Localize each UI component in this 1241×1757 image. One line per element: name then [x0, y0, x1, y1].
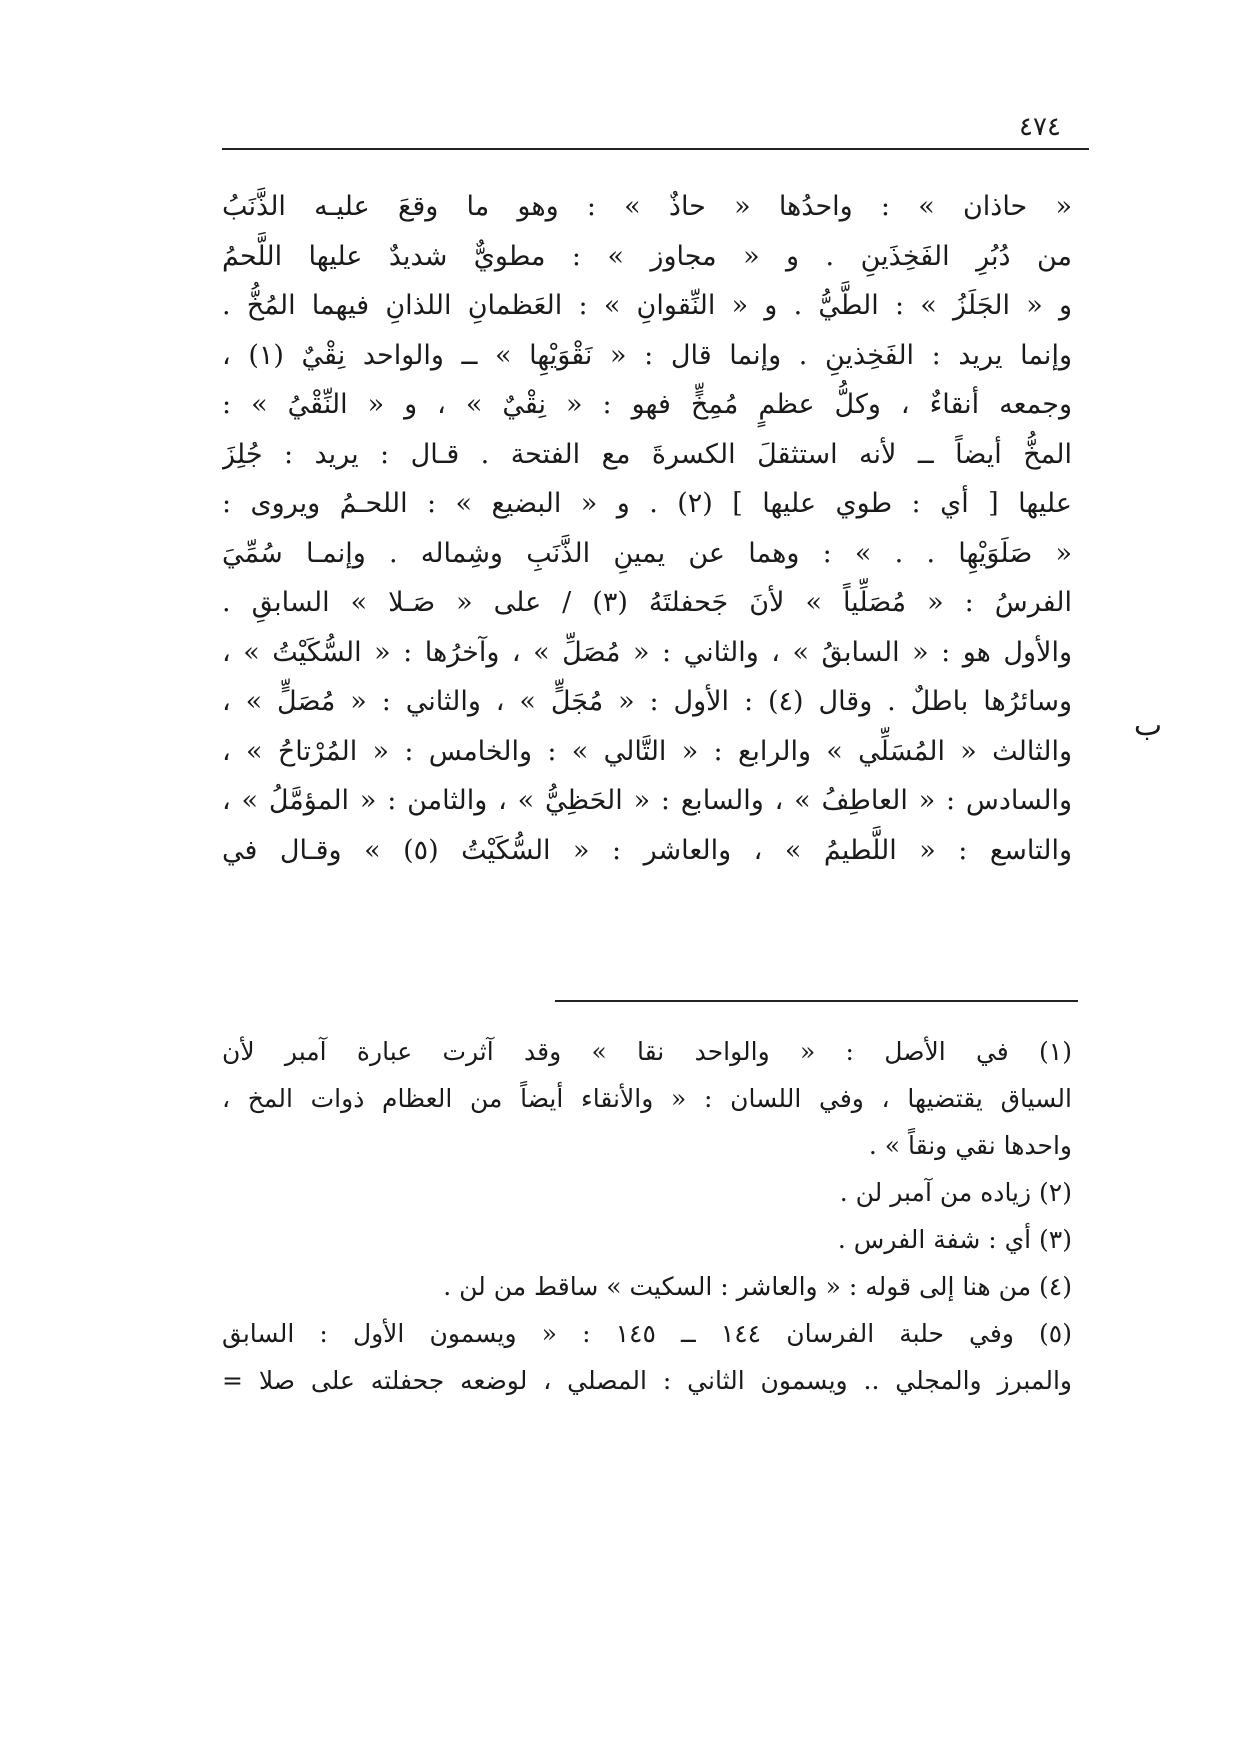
- margin-folio-mark: ب: [1133, 708, 1163, 743]
- main-line: والأول هو : « السابقُ » ، والثاني : « مُصَلِّ » ، وآخرُها : « السُّكَيْتُ » ،: [222, 636, 1072, 668]
- main-text: [222, 182, 1072, 875]
- main-line: و « الجَلَزُ » : الطَّيُّ . و « النِّقوانِ » : العَظمانِ اللذانِ فيهما المُخُّ .: [222, 290, 1072, 321]
- footnote-line: والمبرز والمجلي .. ويسمون الثاني : المصلي ، لوضعه جحفلته على صلا =: [222, 1366, 1072, 1395]
- footnote-line: (١) في الأصل : « والواحد نقا » وقد آثرت عبارة آمبر لأن: [222, 1037, 1072, 1066]
- page-number: ٤٧٤: [1019, 112, 1061, 142]
- main-line: والثالث « المُسَلِّي » والرابع : « التَّالي » : والخامس : « المُرْتاحُ » ،: [222, 735, 1072, 767]
- main-line: « حاذان » : واحدُها « حاذٌ » : وهو ما وقعَ عليـه الذَّنَبُ: [222, 191, 1072, 222]
- main-line: وإنما يريد : الفَخِذينِ . وإنما قال : « نَقْوَيْهِا » ــ والواحد نِقْيٌ (١) ،: [222, 339, 1072, 371]
- footnote-line: (٢) زياده من آمبر لن .: [839, 1178, 1072, 1207]
- main-line: والسادس : « العاطِفُ » ، والسابع : « الحَظِيُّ » ، والثامن : « المؤمَّلُ » ،: [222, 785, 1072, 816]
- footnote-line: السياق يقتضيها ، وفي اللسان : « والأنقاء أيضاً من العظام ذوات المخ ،: [222, 1084, 1072, 1113]
- main-line: عليها [ أي : طوي عليها ] (٢) . و « البضيع » : اللحـمُ ويروى :: [222, 488, 1072, 519]
- footnote-rule: [555, 1000, 1078, 1002]
- footnote-line: واحدها نقي ونقاً » .: [868, 1131, 1072, 1160]
- footnote-line: (٥) وفي حلبة الفرسان ١٤٤ ــ ١٤٥ : « ويسمون الأول : السابق: [222, 1319, 1072, 1348]
- main-line: « صَلَوَيْهِا . . » : وهما عن يمينِ الذَّنَبِ وشِماله . وإنمـا سُمِّيَ: [222, 537, 1072, 569]
- main-line: والتاسع : « اللَّطيمُ » ، والعاشر : « السُّكَيْتُ (٥) » وقـال في: [222, 834, 1072, 866]
- main-line: وجمعه أنقاءٌ ، وكلُّ عظمٍ مُمِخٍّ فهو : « نِقْيٌ » ، و « النِّقْيُ » :: [222, 389, 1072, 420]
- footnotes: [222, 1028, 1072, 1404]
- footnote-line: (٤) من هنا إلى قوله : « والعاشر : السكيت » ساقط من لن .: [443, 1272, 1072, 1301]
- main-line: المخُّ أيضاً ــ لأنه استثقلَ الكسرةَ مع الفتحة . قـال : يريد : جُلِزَ: [222, 438, 1072, 470]
- header-rule: [222, 148, 1089, 150]
- main-line: وسائرُها باطلٌ . وقال (٤) : الأول : « مُجَلٍّ » ، والثاني : « مُصَلٍّ » ،: [222, 686, 1072, 717]
- main-line: من دُبُرِ الفَخِذَينِ . و « مجاوز » : مطويٌّ شديدٌ عليها اللَّحمُ: [222, 240, 1072, 272]
- footnote-line: (٣) أي : شفة الفرس .: [837, 1225, 1072, 1254]
- main-line: الفرسُ : « مُصَلِّياً » لأنَ جَحفلتَهُ (٣) / على « صَـلا » السابقِ .: [222, 587, 1072, 618]
